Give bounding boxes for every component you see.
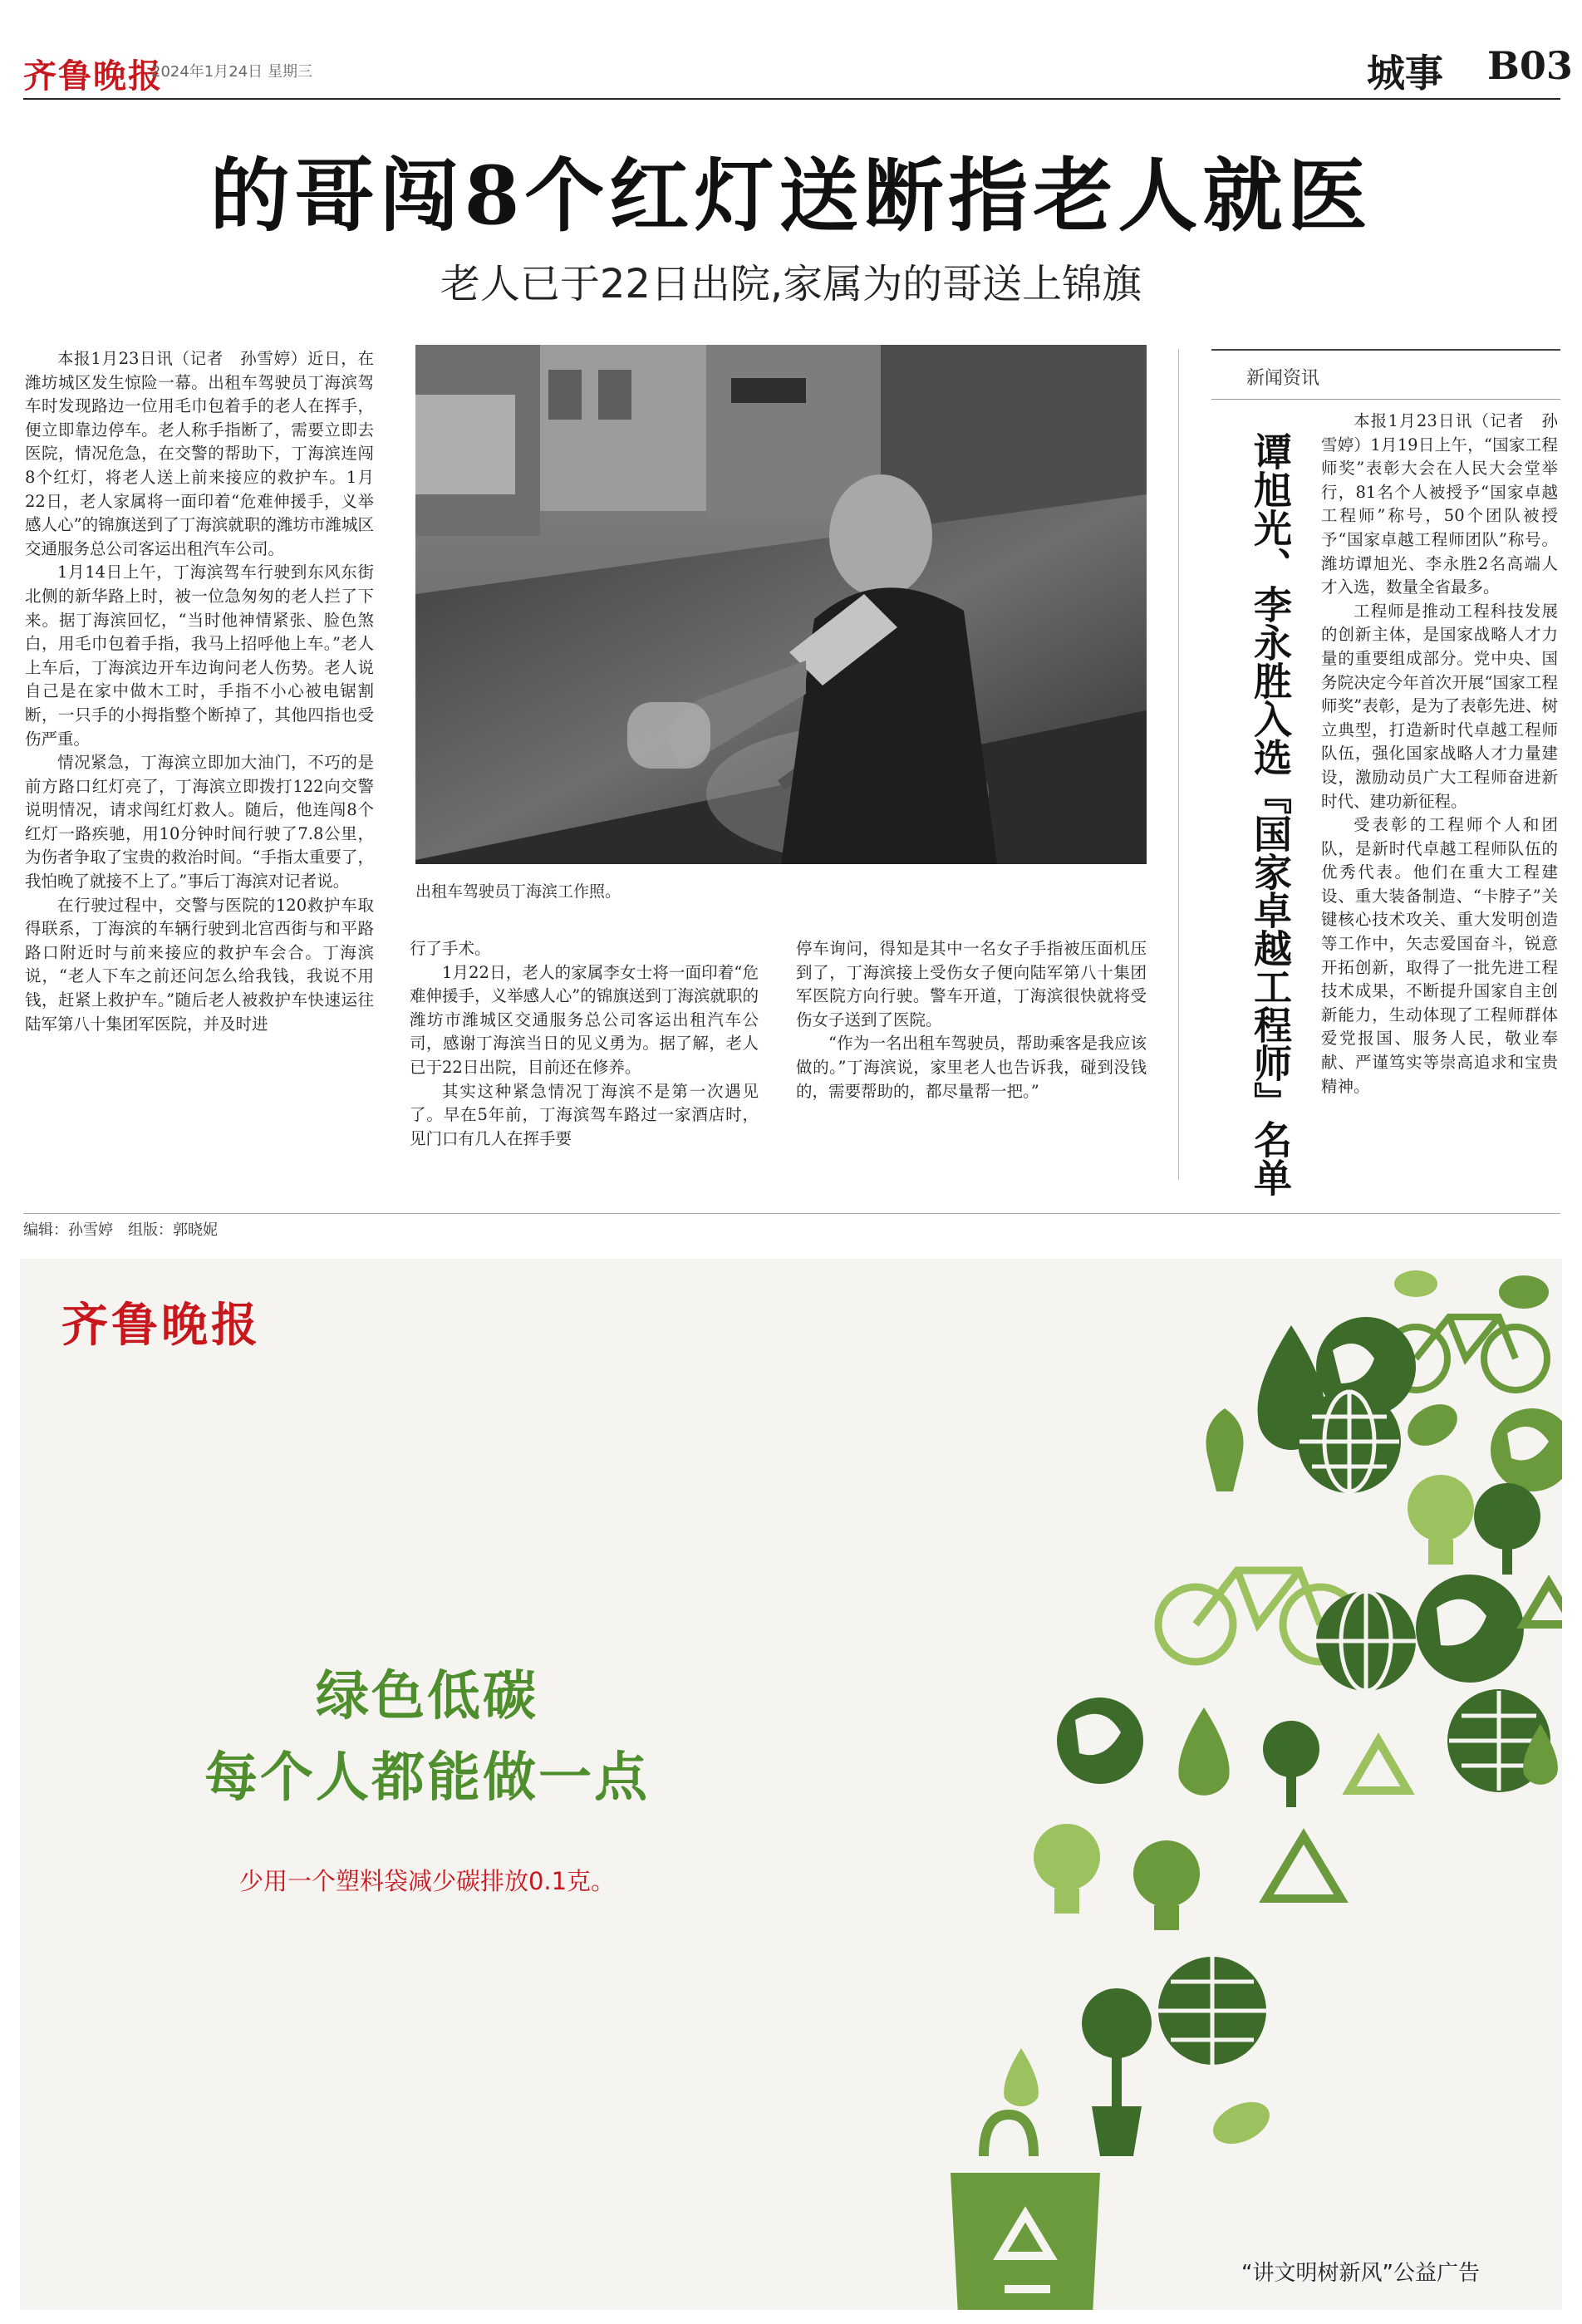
globe-icon <box>1491 1408 1562 1491</box>
globe-icon <box>1158 1957 1266 2065</box>
taxi-driver-photo <box>415 345 1147 864</box>
leaf-icon <box>1400 1396 1464 1454</box>
water-drop-icon <box>1004 2048 1039 2106</box>
article-column-1 <box>25 347 374 1036</box>
photo-caption: 出租车驾驶员丁海滨工作照。 <box>415 882 622 901</box>
article-paragraph: 其实这种紧急情况丁海滨不是第一次遇见了。早在5年前，丁海滨驾车路过一家酒店时，见门口有几人在挥手要 <box>410 1081 759 1148</box>
leaf-icon <box>1206 2094 1276 2152</box>
page-number: B03 <box>1487 43 1573 88</box>
article-paragraph: “作为一名出租车驾驶员，帮助乘客是我应该做的。”丁海滨说，家里老人也告诉我，碰到没钱的，需要帮助的，都尽量帮一把。” <box>796 1034 1147 1101</box>
article-headline: 的哥闯8个红灯送断指老人就医 <box>209 149 1373 243</box>
globe-icon <box>1316 1591 1416 1691</box>
editor-credits: 编辑：孙雪婷 组版：郭晓妮 <box>23 1221 218 1239</box>
water-drop-icon <box>1178 1707 1229 1796</box>
shopping-bag-icon <box>951 2115 1100 2310</box>
article-paragraph: 停车询问，得知是其中一名女子手指被压面机压到了，丁海滨接上受伤女子便向陆军第八十集团军医院方向行驶。警车开道，丁海滨很快就将受伤女子送到了医院。 <box>796 939 1147 1029</box>
sidebar-paragraph: 工程师是推动工程科技发展的创新主体，是国家战略人才力量的重要组成部分。党中央、国务院决定今年首次开展“国家工程师奖”表彰，是为了表彰先进、树立典型，打造新时代卓越工程师队伍，强化国家战略人才力量建设，激励动员广大工程师奋进新时代、建功新征程。 <box>1321 601 1558 811</box>
issue-weekday: 星期三 <box>268 63 312 81</box>
article-paragraph: 情况紧急，丁海滨立即加大油门，不巧的是前方路口红灯亮了，丁海滨立即拨打122向交警说明情况，请求闯红灯救人。随后，他连闯8个红灯一路疾驰，用10分钟时间行驶了7.8公里，为伤者争取了宝贵的救治时间。“手指太重要了，我怕晚了就接不上了。”事后丁海滨对记者说。 <box>25 753 374 892</box>
light-bulb-icon <box>1206 1408 1244 1491</box>
ad-title-line-1: 绿色低碳 <box>316 1666 538 1727</box>
sidebar-divider <box>1178 349 1179 1180</box>
eco-icon-collage <box>834 1259 1562 2310</box>
sidebar-paragraph: 本报1月23日讯（记者 孙雪婷）1月19日上午，“国家工程师奖”表彰大会在人民大会堂举行，81名个人被授予“国家卓越工程师”称号，50个团队被授予“国家卓越工程师团队”称号。潍坊谭旭光、李永胜2名高端人才入选，数量全省最多。 <box>1321 411 1558 597</box>
recycle-icon <box>1349 1741 1408 1791</box>
recycle-icon <box>1524 1583 1562 1624</box>
tree-icon <box>1474 1483 1540 1575</box>
issue-date: 2024年1月24日 <box>151 63 263 81</box>
light-bulb-icon <box>1408 1475 1474 1565</box>
section-name: 城事 <box>1367 51 1443 96</box>
tree-icon <box>1263 1721 1319 1807</box>
article-paragraph: 在行驶过程中，交警与医院的120救护车取得联系，丁海滨的车辆行驶到北宫西街与和平路路口附近时与前来接应的救护车会合。丁海滨说，“老人下车之前还问怎么给我钱，我说不用钱，赶紧上救护车。”随后老人被救护车快速运往陆军第八十集团军医院，并及时进 <box>25 895 374 1034</box>
leaf-icon <box>1499 1275 1549 1309</box>
article-column-2 <box>410 937 759 1151</box>
article-paragraph: 1月22日，老人的家属李女士将一面印着“危难伸援手，义举感人心”的锦旗送到丁海滨就职的潍坊市潍城区交通服务总公司客运出租汽车公司，感谢丁海滨当日的见义勇为。据了解，老人已于22日出院，目前还在修养。 <box>410 962 759 1077</box>
footer-divider <box>23 1213 1560 1214</box>
public-service-ad <box>20 1259 1562 2310</box>
sidebar-vertical-headline: 谭旭光、李永胜入选『国家卓越工程师』名单 <box>1248 432 1293 1196</box>
article-paragraph: 1月14日上午，丁海滨驾车行驶到东风东街北侧的新华路上时，被一位急匆匆的老人拦了下来。据丁海滨回忆，“当时他神情紧张、脸色煞白，用毛巾包着手指，我马上招呼他上车。”老人上车后，丁海滨边开车边询问老人伤势。老人说自己是在家中做木工时，手指不小心被电锯割断，一只手的小拇指整个断掉了，其他四指也受伤严重。 <box>25 563 374 749</box>
recycle-icon <box>1266 1836 1341 1899</box>
sidebar-top-rule <box>1211 349 1560 351</box>
ad-credit-line: “讲文明树新风”公益广告 <box>1241 2261 1480 2286</box>
newspaper-masthead: 齐鲁晚报 <box>23 57 163 96</box>
article-paragraph: 行了手术。 <box>410 939 491 958</box>
leaf-icon <box>1394 1270 1437 1297</box>
ad-masthead-logo: 齐鲁晚报 <box>61 1298 261 1353</box>
globe-icon <box>1416 1575 1524 1683</box>
sidebar-label-rule <box>1211 399 1560 400</box>
light-bulb-icon <box>1133 1840 1200 1930</box>
ad-title-line-2: 每个人都能做一点 <box>204 1747 650 1809</box>
header-divider <box>23 98 1560 100</box>
potted-plant-icon <box>1082 1988 1152 2156</box>
sidebar-paragraph: 受表彰的工程师个人和团队，是新时代卓越工程师队伍的优秀代表。他们在重大工程建设、重大装备制造、“卡脖子”关键核心技术攻关、重大发明创造等工作中，矢志爱国奋斗，锐意开拓创新，取得了一批先进工程技术成果，不断提升国家自主创新能力，生动体现了工程师群体爱党报国、服务人民，敬业奉献、严谨笃实等崇高追求和宝贵精神。 <box>1321 815 1558 1096</box>
sidebar-text <box>1321 410 1558 1098</box>
article-subheadline: 老人已于22日出院,家属为的哥送上锦旗 <box>440 261 1142 307</box>
ad-tagline: 少用一个塑料袋减少碳排放0.1克。 <box>238 1867 616 1895</box>
article-column-3 <box>796 937 1147 1103</box>
light-bulb-icon <box>1034 1824 1100 1914</box>
globe-icon <box>1298 1390 1401 1493</box>
article-paragraph: 本报1月23日讯（记者 孙雪婷）近日，在潍坊城区发生惊险一幕。出租车驾驶员丁海滨驾车时发现路边一位用毛巾包着手的老人在挥手，便立即靠边停车。老人称手指断了，需要立即去医院，情况危急，在交警的帮助下，丁海滨连闯8个红灯，将老人送上前来接应的救护车。1月22日，老人家属将一面印着“危难伸援手，义举感人心”的锦旗送到了丁海滨就职的潍坊市潍城区交通服务总公司客运出租汽车公司。 <box>25 349 374 558</box>
globe-icon <box>1057 1698 1143 1784</box>
sidebar-section-label: 新闻资讯 <box>1246 368 1320 389</box>
